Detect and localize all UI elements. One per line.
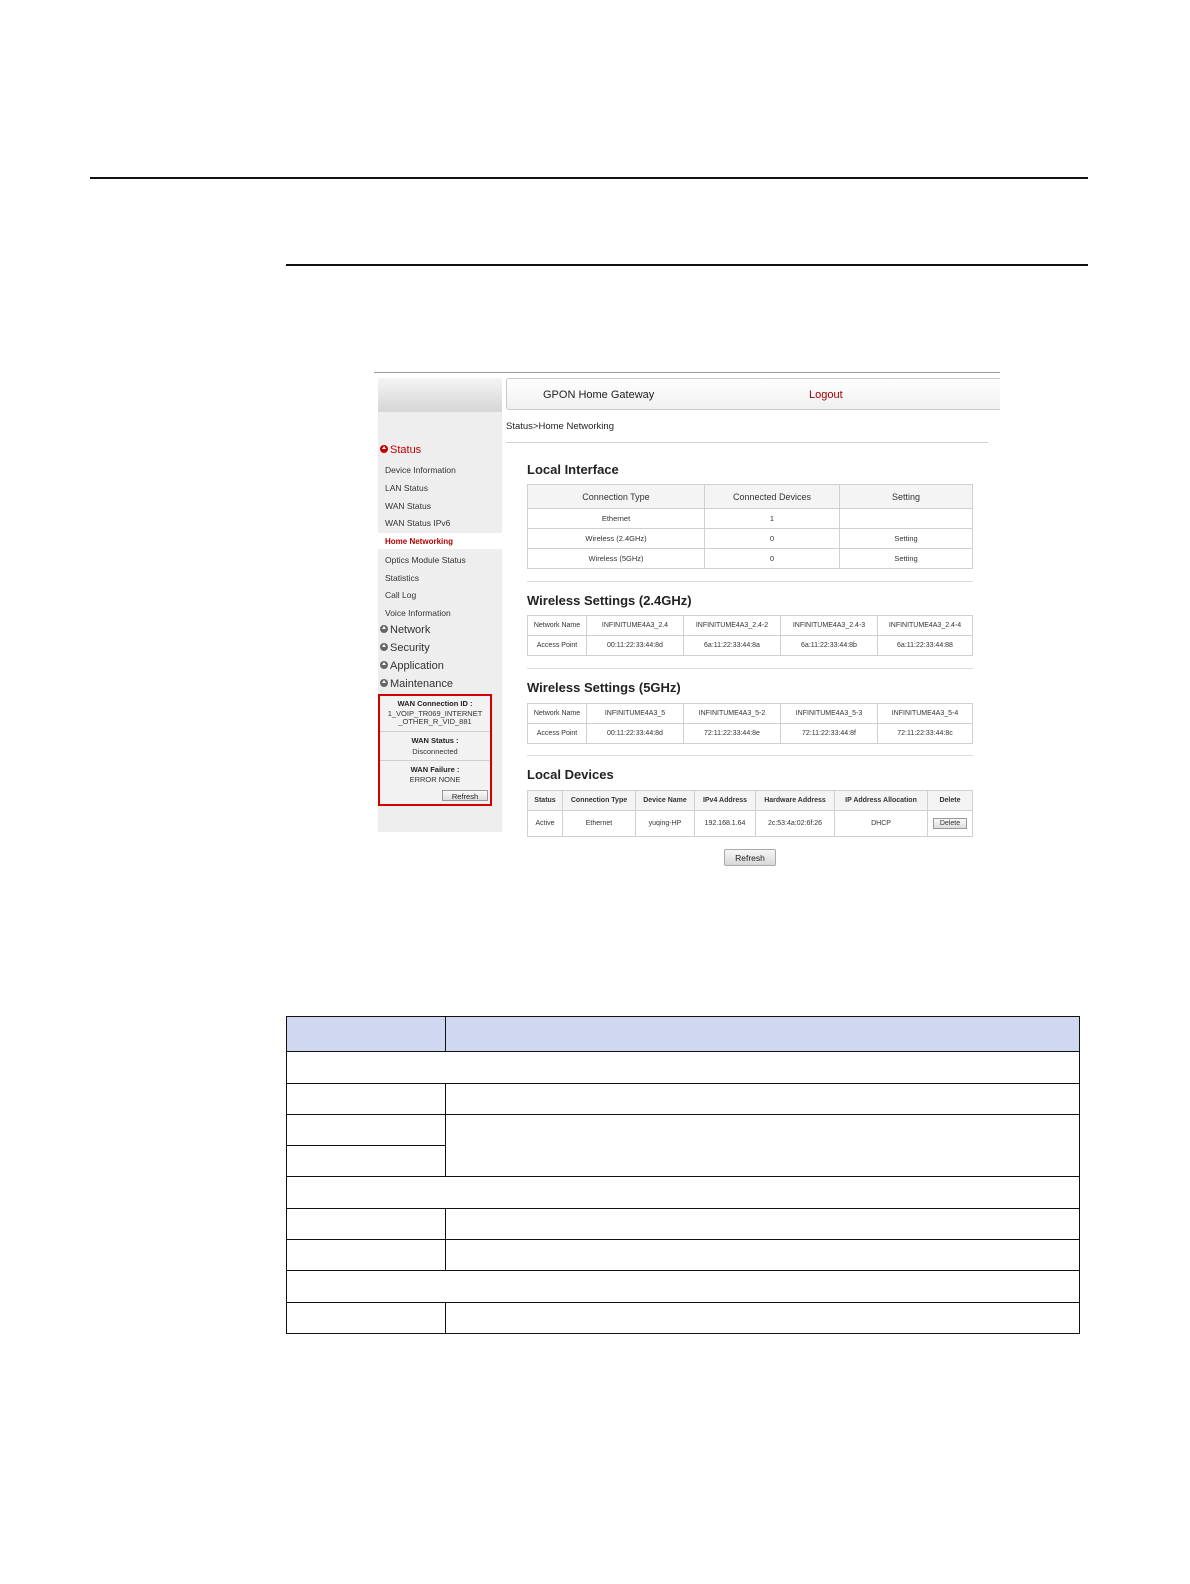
wireless-24-table [527, 615, 973, 656]
col-header: Delete [928, 791, 973, 811]
table-cell [446, 1084, 1080, 1115]
row-header: Network Name [528, 704, 587, 724]
group-row [287, 1271, 1080, 1303]
table-cell: 1 [705, 509, 840, 529]
table-cell [287, 1146, 446, 1177]
expand-icon [380, 679, 388, 687]
sidebar-section-security[interactable]: Security [380, 642, 430, 654]
table-cell: 00:11:22:33:44:8d [587, 636, 684, 656]
table-cell [446, 1303, 1080, 1334]
wan-status-value: Disconnected [412, 747, 458, 756]
col-header: Connection Type [563, 791, 636, 811]
table-cell [287, 1084, 446, 1115]
group-cell [287, 1177, 1080, 1209]
table-cell: INFINITUME4A3_2.4-2 [684, 616, 781, 636]
row-header: Access Point [528, 724, 587, 744]
table-row [287, 1209, 1080, 1240]
table-cell: INFINITUME4A3_2.4-3 [781, 616, 878, 636]
table-cell: 72:11:22:33:44:8e [684, 724, 781, 744]
col-header: Connected Devices [705, 485, 840, 509]
expand-icon [380, 643, 388, 651]
table-row [287, 1115, 1080, 1146]
sidebar-item-optics-module-status[interactable]: Optics Module Status [385, 555, 466, 565]
col-header: IP Address Allocation [835, 791, 928, 811]
refresh-button[interactable]: Refresh [724, 849, 776, 866]
table-row [528, 616, 973, 636]
local-interface-table [527, 484, 973, 569]
sidebar-item-home-networking[interactable]: Home Networking [385, 537, 454, 546]
sidebar-section-status[interactable]: Status [380, 444, 421, 456]
table-row [528, 509, 973, 529]
local-interface-title: Local Interface [527, 462, 619, 477]
table-cell: 72:11:22:33:44:8c [878, 724, 973, 744]
setting-link-2-4ghz[interactable]: Setting [840, 529, 973, 549]
table-cell: INFINITUME4A3_5-4 [878, 704, 973, 724]
sidebar-item-wan-status[interactable]: WAN Status [385, 501, 431, 511]
wan-connection-id-label: WAN Connection ID : [397, 699, 473, 708]
table-cell [446, 1240, 1080, 1271]
table-row [528, 811, 973, 837]
breadcrumb-divider [506, 442, 988, 443]
table-row [528, 724, 973, 744]
divider [380, 731, 490, 732]
sidebar-item-lan-status[interactable]: LAN Status [385, 483, 428, 493]
table-cell: DHCP [835, 811, 928, 837]
table-cell: 72:11:22:33:44:8f [781, 724, 878, 744]
wan-failure-label: WAN Failure : [410, 765, 460, 774]
table-row [528, 529, 973, 549]
sidebar-section-application[interactable]: Application [380, 660, 444, 672]
table-cell [928, 811, 973, 837]
table-cell: INFINITUME4A3_5-3 [781, 704, 878, 724]
table-row [287, 1240, 1080, 1271]
sidebar-item-voice-information[interactable]: Voice Information [385, 608, 451, 618]
table-cell: Active [528, 811, 563, 837]
row-header: Network Name [528, 616, 587, 636]
sidebar-item-call-log[interactable]: Call Log [385, 590, 417, 600]
table-cell: 0 [705, 529, 840, 549]
breadcrumb: Status>Home Networking [506, 421, 614, 432]
col-header: IPv4 Address [695, 791, 756, 811]
table-cell [287, 1240, 446, 1271]
group-cell [287, 1052, 1080, 1084]
app-title: GPON Home Gateway [543, 389, 655, 401]
local-devices-title: Local Devices [527, 767, 614, 782]
section-rule [286, 264, 1088, 266]
table-row [528, 636, 973, 656]
table-cell: 0 [705, 549, 840, 569]
table-cell: 6a:11:22:33:44:8b [781, 636, 878, 656]
local-devices-table [527, 790, 973, 837]
header-rule [90, 177, 1088, 179]
table-cell [840, 509, 973, 529]
table-cell [446, 1209, 1080, 1240]
sidebar-section-maintenance[interactable]: Maintenance [380, 678, 453, 690]
table-cell: Wireless (2.4GHz) [528, 529, 705, 549]
table-cell: yuqing-HP [636, 811, 695, 837]
table-cell: INFINITUME4A3_2.4 [587, 616, 684, 636]
table-row [528, 549, 973, 569]
table-cell: 6a:11:22:33:44:88 [878, 636, 973, 656]
table-cell: INFINITUME4A3_5 [587, 704, 684, 724]
header-cell [446, 1017, 1080, 1052]
col-header: Connection Type [528, 485, 705, 509]
sidebar-item-device-information[interactable]: Device Information [385, 465, 456, 475]
table-cell: INFINITUME4A3_5-2 [684, 704, 781, 724]
wireless-5-table [527, 703, 973, 744]
wireless-24-title: Wireless Settings (2.4GHz) [527, 593, 692, 608]
table-cell [287, 1303, 446, 1334]
table-row [287, 1303, 1080, 1334]
col-header: Device Name [636, 791, 695, 811]
table-cell: 6a:11:22:33:44:8a [684, 636, 781, 656]
wan-status-label: WAN Status : [411, 736, 459, 745]
group-row [287, 1177, 1080, 1209]
wan-failure-value: ERROR NONE [409, 775, 461, 784]
table-header-row [287, 1017, 1080, 1052]
table-cell [446, 1115, 1080, 1177]
section-divider [527, 581, 973, 582]
col-header: Hardware Address [756, 791, 835, 811]
wan-connection-id-value: 1_VOIP_TR069_INTERNET [387, 709, 483, 718]
table-cell [287, 1209, 446, 1240]
parameter-table [286, 1016, 1080, 1334]
wireless-5-title: Wireless Settings (5GHz) [527, 680, 681, 695]
sidebar-item-wan-status-ipv6[interactable]: WAN Status IPv6 [385, 518, 451, 528]
expand-icon [380, 625, 388, 633]
table-cell: Ethernet [563, 811, 636, 837]
wan-connection-id-value-cont: _OTHER_R_VID_881 [398, 717, 472, 726]
section-divider [527, 755, 973, 756]
table-row [287, 1084, 1080, 1115]
group-row [287, 1052, 1080, 1084]
row-header: Access Point [528, 636, 587, 656]
sidebar-section-network[interactable]: Network [380, 624, 430, 636]
wan-refresh-button[interactable]: Refresh [442, 790, 488, 801]
sidebar-item-statistics[interactable]: Statistics [385, 573, 420, 583]
divider [380, 760, 490, 761]
screenshot-border [374, 372, 1000, 373]
delete-button[interactable]: Delete [933, 818, 967, 829]
col-header: Setting [840, 485, 973, 509]
group-cell [287, 1271, 1080, 1303]
table-cell: INFINITUME4A3_2.4-4 [878, 616, 973, 636]
table-cell: 192.168.1.64 [695, 811, 756, 837]
top-bar [506, 378, 1000, 410]
logout-link[interactable]: Logout [809, 389, 843, 401]
wan-status-box [378, 694, 492, 806]
table-cell: Wireless (5GHz) [528, 549, 705, 569]
table-cell: 2c:53:4a:02:6f:26 [756, 811, 835, 837]
header-cell [287, 1017, 446, 1052]
setting-link-5ghz[interactable]: Setting [840, 549, 973, 569]
table-row [528, 704, 973, 724]
gateway-screenshot [374, 372, 1000, 872]
expand-icon [380, 445, 388, 453]
col-header: Status [528, 791, 563, 811]
section-divider [527, 668, 973, 669]
table-cell: 00:11:22:33:44:8d [587, 724, 684, 744]
table-cell: Ethernet [528, 509, 705, 529]
table-cell [287, 1115, 446, 1146]
expand-icon [380, 661, 388, 669]
sidebar-header [378, 378, 502, 412]
